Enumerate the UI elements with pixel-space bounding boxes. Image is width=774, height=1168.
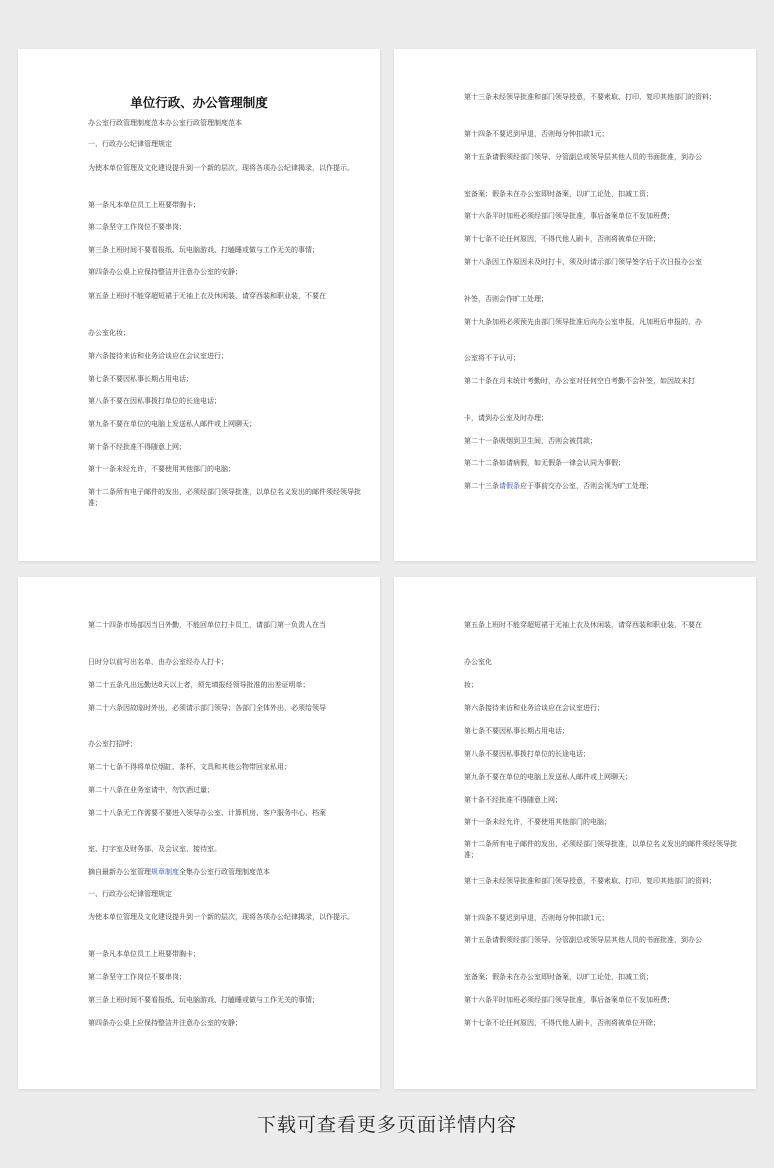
text-line: 第二条坚守工作岗位不要串岗； (88, 223, 186, 231)
text-line: 第十五条请假须经部门领导、分管副总或领导层其他人员的书面批准，到办公 (464, 153, 702, 161)
text-line: 办公室化 (464, 658, 492, 666)
text-segment: 全集办公室行政管理制度范本 (179, 868, 270, 876)
text-line (88, 867, 362, 878)
text-line: 第二十四条市场部因当日外勤，不能回单位打卡员工，请部门第一负责人在当 (88, 621, 326, 629)
text-line: 日时分以前写出名单，由办公室经办人打卡； (88, 658, 228, 666)
text-line: 第十三条未经领导批准和部门领导授意，不要索取、打印、复印其他部门的资料； (464, 877, 716, 885)
text-line: 第五条上班时不能穿超短裙于无袖上衣及休闲装，请穿西装和职业装，不要在 (464, 621, 702, 629)
text-line: 为使本单位管理及文化建设提升到一个新的层次，现将各项办公纪律揭录，以作提示。 (88, 913, 354, 921)
text-line: 第二十八条无工作需要不要进入领导办公室、计算机房、客户服务中心、档案 (88, 809, 326, 817)
download-prompt: 下载可查看更多页面详情内容 (256, 1114, 517, 1136)
text-line: 第九条不要在单位的电脑上发送私人邮件或上网聊天； (88, 420, 256, 428)
rules-link[interactable]: 规章制度 (151, 868, 179, 876)
text-line: 一、行政办公纪律管理规定 (88, 890, 172, 898)
text-line: 第七条不要因私事长期占用电话； (464, 727, 569, 735)
text-segment: 摘自最新办公室管理 (88, 868, 151, 876)
text-line: 第十条不经批准不得随意上网； (88, 443, 186, 451)
text-segment: 第二十三条 (464, 482, 499, 490)
text-line: 第二十六条因故临时外出，必须请示部门领导；各部门全体外出，必须给领导 (88, 704, 326, 712)
text-line: 第十七条不论任何原因，不得代他人刷卡，否则将被单位开除； (464, 235, 660, 243)
text-line: 妆； (464, 681, 478, 689)
text-line: 第十七条不论任何原因，不得代他人刷卡，否则将被单位开除； (464, 1019, 660, 1027)
document-page-1 (18, 49, 380, 561)
text-line: 第十一条未经允许，不要使用其他部门的电脑； (464, 818, 611, 826)
text-line: 第十一条未经允许，不要使用其他部门的电脑； (88, 465, 235, 473)
text-line: 第十六条平时加班必须经部门领导批准，事后备案单位不发加班费； (464, 996, 674, 1004)
document-title: 单位行政、办公管理制度 (130, 95, 268, 110)
leave-slip-link[interactable]: 请假条 (499, 482, 520, 490)
text-line: 第十三条未经领导批准和部门领导授意，不要索取、打印、复印其他部门的资料； (464, 93, 716, 101)
text-line: 第二十条在月末统计考勤时，办公室对任何空白考勤不会补签，如因故未打 (464, 377, 695, 385)
document-page-3 (18, 577, 380, 1089)
text-line: 第十条不经批准不得随意上网； (464, 796, 562, 804)
text-line: 第十九条加班必须预先由部门领导批准后向办公室申报，凡加班后申报的，办 (464, 318, 702, 326)
text-line: 第九条不要在单位的电脑上发送私人邮件或上网聊天； (464, 773, 632, 781)
text-line: 第四条办公桌上应保持整洁并注意办公室的安静； (88, 1019, 242, 1027)
text-line: 为使本单位管理及文化建设提升到一个新的层次，现将各项办公纪律揭录，以作提示。 (88, 164, 354, 172)
text-line: 第七条不要因私事长期占用电话； (88, 375, 193, 383)
text-line: 第十二条所有电子邮件的发出，必须经部门领导批准，以单位名义发出的邮件须经领导批准； (464, 840, 737, 859)
text-segment: 应于事前交办公室，否则会视为旷工处理； (520, 482, 653, 490)
text-line: 第四条办公桌上应保持整洁并注意办公室的安静； (88, 268, 242, 276)
text-line: 第十四条不要迟到早退，否则每分钟扣款1元； (464, 130, 609, 138)
text-line: 一、行政办公纪律管理规定 (88, 140, 172, 148)
text-line: 第十六条平时加班必须经部门领导批准，事后备案单位不发加班费； (464, 212, 674, 220)
text-line: 第一条凡本单位员工上班要带胸卡； (88, 950, 200, 958)
text-line: 第十八条因工作原因未及时打卡，须及时请示部门领导签字后于次日报办公室 (464, 258, 702, 266)
text-line: 第十二条所有电子邮件的发出，必须经部门领导批准，以单位名义发出的邮件须经领导批准； (88, 488, 361, 507)
text-line: 第五条上班时不能穿超短裙于无袖上衣及休闲装，请穿西装和职业装，不要在 (88, 292, 326, 300)
text-line: 公室将不予认可； (464, 354, 520, 362)
text-line: 第二十八条在业务室请中，勿饮酒过量； (88, 786, 214, 794)
text-line: 第六条接待来访和业务洽谈应在会议室进行； (88, 352, 228, 360)
text-line: 第八条不要在因私事拨打单位的长途电话； (88, 397, 221, 405)
text-line: 第二十五条凡出远勤达8天以上者，须先填报经领导批准的出差证明单； (88, 681, 310, 689)
text-line: 第二条坚守工作岗位不要串岗； (88, 973, 186, 981)
document-page-2 (394, 49, 756, 561)
text-line: 第八条不要因私事拨打单位的长途电话； (464, 750, 590, 758)
text-line: 第一条凡本单位员工上班要带胸卡； (88, 201, 200, 209)
text-line: 办公室化妆； (88, 329, 130, 337)
text-line: 办公室行政管理制度范本办公室行政管理制度范本 (88, 119, 242, 127)
document-page-4 (394, 577, 756, 1089)
text-line: 第二十七条不得将单位烟缸、茶杯、文具和其他公物带回家私用； (88, 763, 291, 771)
text-line: 卡，请到办公室及时办理； (464, 414, 548, 422)
text-line: 第三条上班时间不要看报纸、玩电脑游戏、打瞌睡或做与工作无关的事情； (88, 246, 319, 254)
text-line (464, 481, 738, 492)
text-line: 第二十二条如请病假，如无假条一律会认同为事假； (464, 459, 625, 467)
text-line: 室备案；假条未在办公室即时备案，以旷工论处，扣减工资； (464, 973, 653, 981)
text-line: 室、打字室及财务部、及会议室、接待室。 (88, 845, 221, 853)
text-line: 室备案；假条未在办公室即时备案，以旷工论处，扣减工资； (464, 190, 653, 198)
text-line: 第二十一条吸烟到卫生间，否则会被罚款； (464, 437, 597, 445)
text-line: 补签，否则会作旷工处理； (464, 295, 548, 303)
text-line: 第十四条不要迟到早退，否则每分钟扣款1元； (464, 914, 609, 922)
text-line: 第十五条请假须经部门领导、分管副总或领导层其他人员的书面批准，到办公 (464, 936, 702, 944)
text-line: 第三条上班时间不要看报纸、玩电脑游戏、打瞌睡或做与工作无关的事情； (88, 996, 319, 1004)
text-line: 办公室打招呼； (88, 740, 137, 748)
text-line: 第六条接待来访和业务洽谈应在会议室进行； (464, 704, 604, 712)
